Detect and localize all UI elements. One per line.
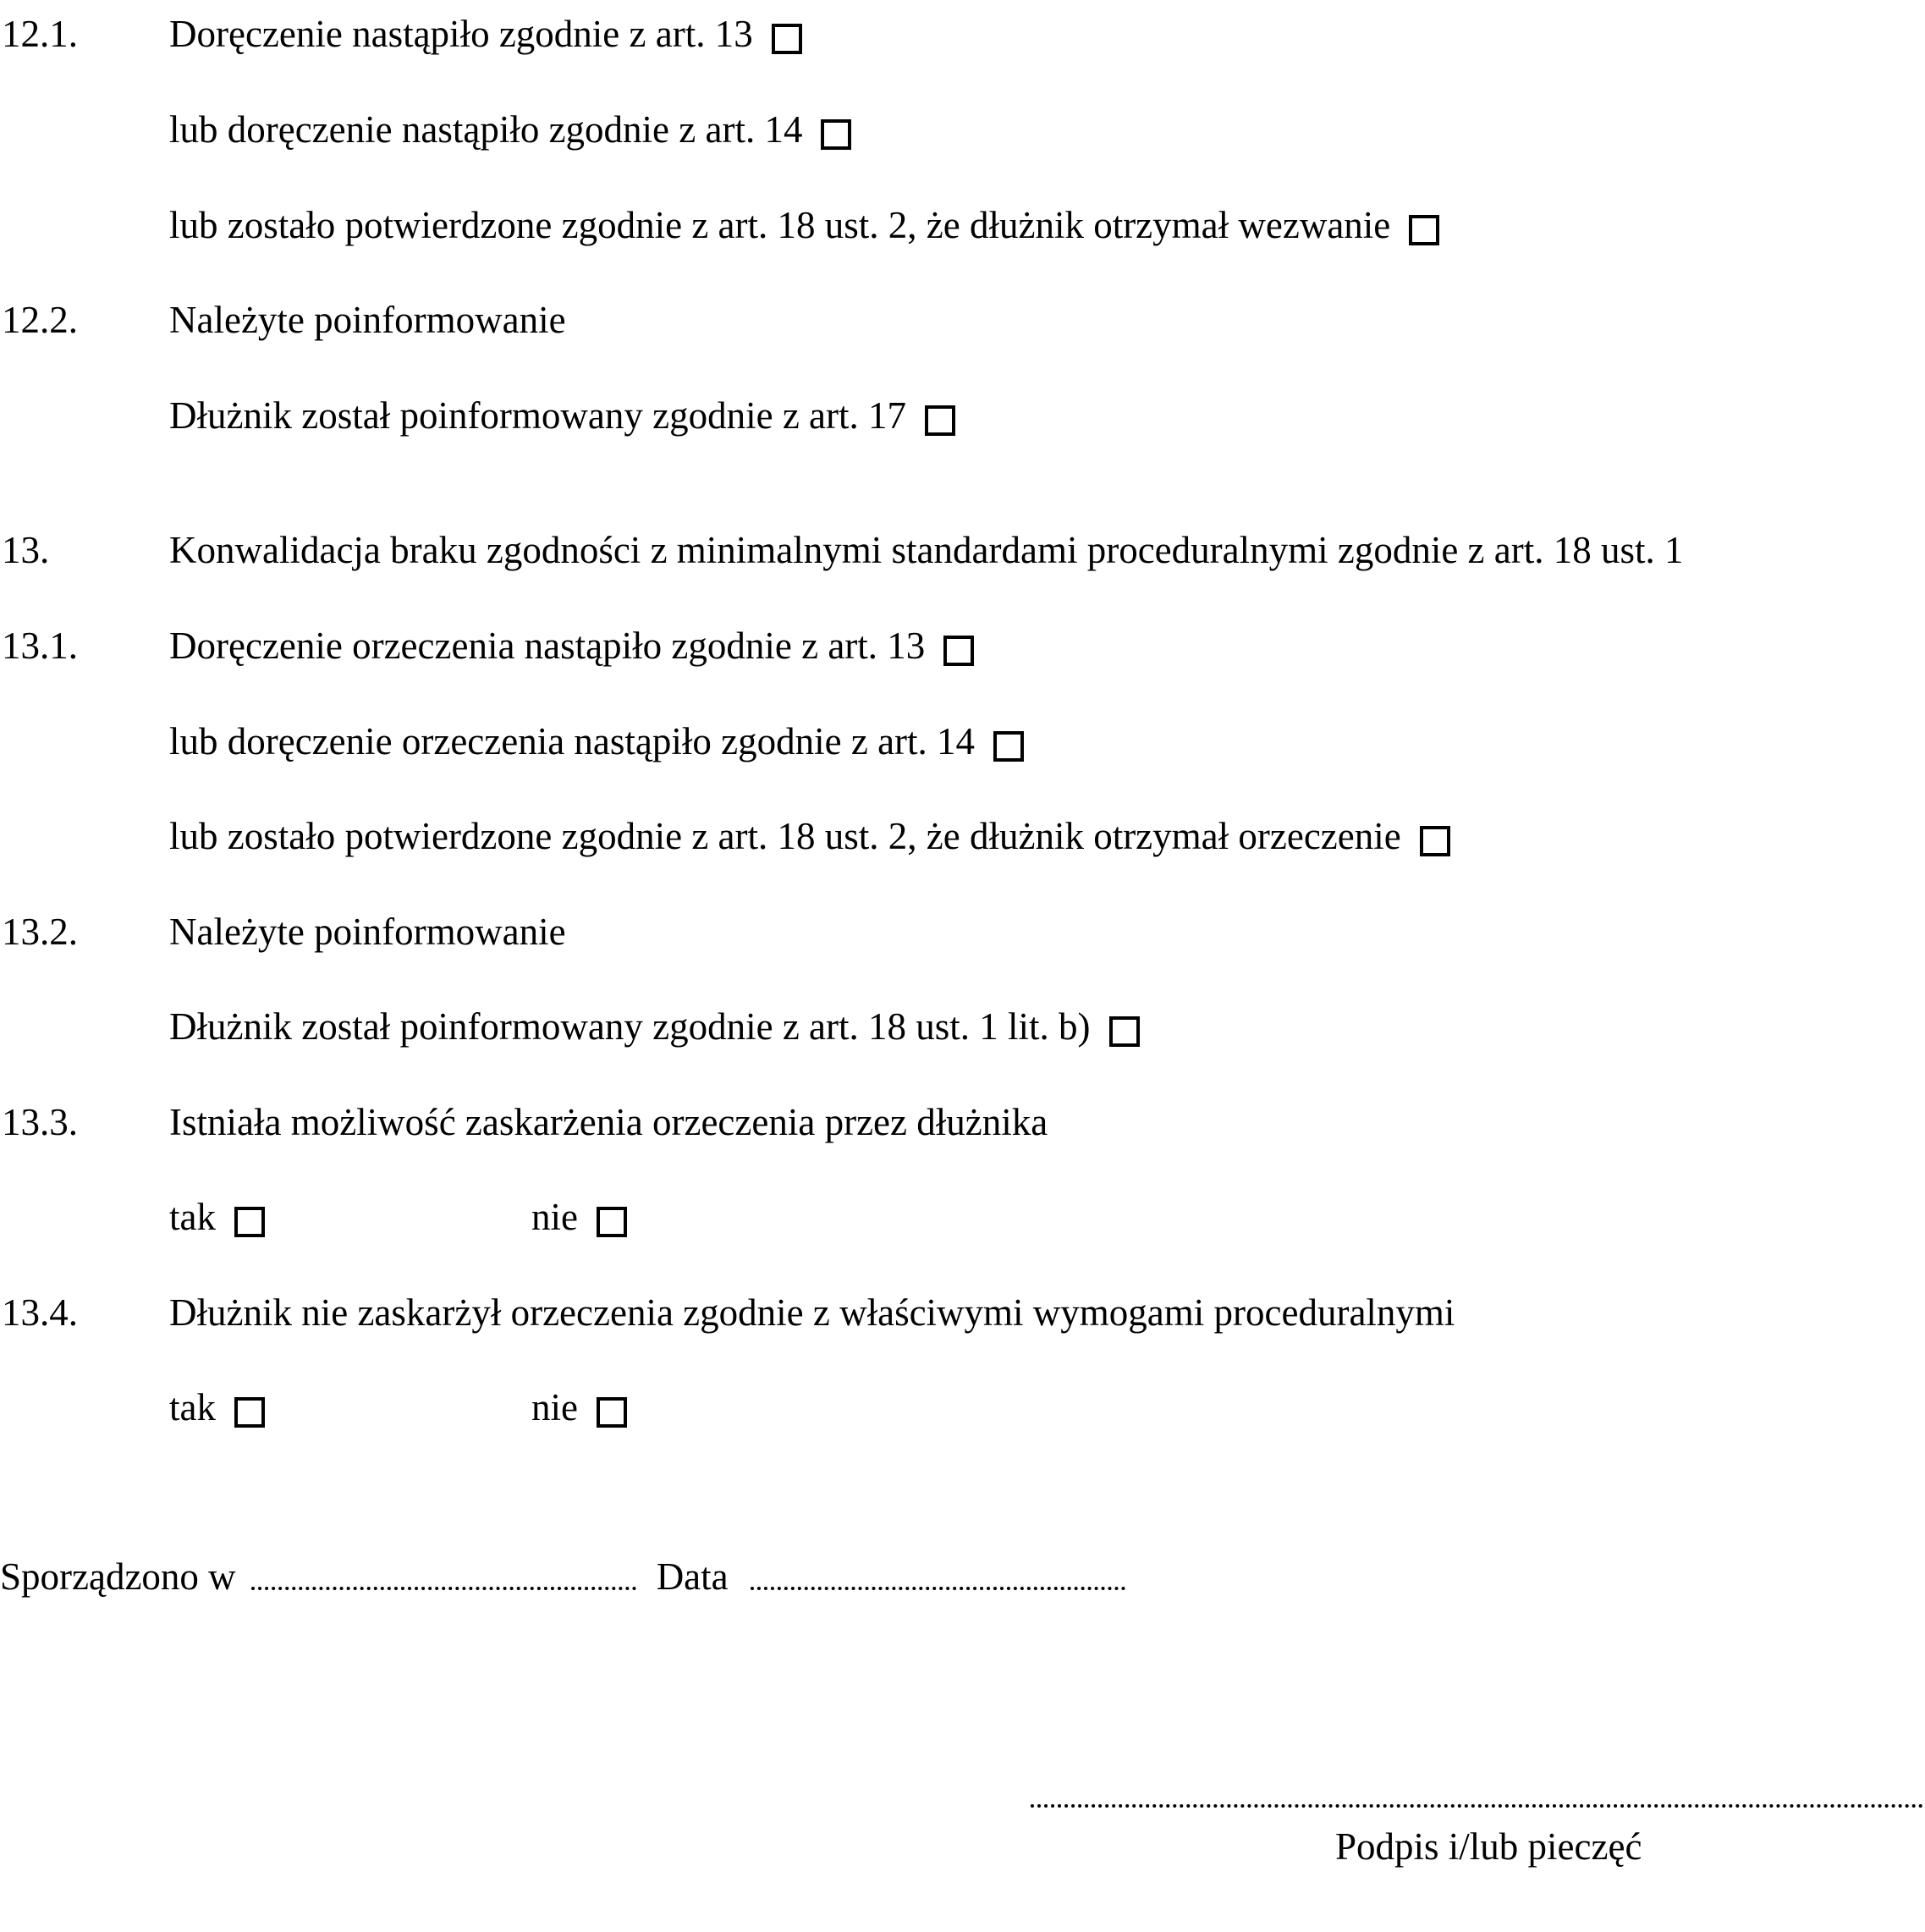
checkbox-no[interactable] — [597, 1207, 627, 1237]
item-12-2 — [0, 294, 1925, 345]
choice-no-label: nie — [531, 1196, 578, 1238]
item-number: 13.2. — [2, 911, 78, 953]
checkbox-yes[interactable] — [234, 1397, 265, 1428]
checkbox[interactable] — [1409, 215, 1439, 245]
item-13-2-a — [0, 1001, 1925, 1052]
checkbox[interactable] — [925, 405, 955, 436]
item-13-3 — [0, 1097, 1925, 1148]
place-date-row — [0, 1551, 1925, 1602]
item-text: Należyte poinformowanie — [169, 299, 566, 341]
checkbox[interactable] — [943, 636, 974, 666]
choice-no — [531, 1192, 627, 1242]
item-text: Należyte poinformowanie — [169, 911, 566, 953]
item-number: 13.1. — [2, 625, 78, 667]
item-text: lub zostało potwierdzone zgodnie z art. 18 ust. 2, że dłużnik otrzymał wezwanie — [169, 204, 1391, 246]
signature-label: Podpis i/lub pieczęć — [1335, 1825, 1642, 1868]
item-text: Doręczenie orzeczenia nastąpiło zgodnie z art. 13 — [169, 625, 926, 667]
item-number: 13.4. — [2, 1291, 78, 1334]
checkbox-no[interactable] — [597, 1397, 627, 1428]
item-number: 13. — [2, 529, 50, 571]
choice-yes-label: tak — [169, 1196, 216, 1238]
item-text: Dłużnik nie zaskarżył orzeczenia zgodnie z właściwymi wymogami proceduralnymi — [169, 1291, 1455, 1334]
checkbox[interactable] — [772, 24, 802, 54]
choice-yes-label: tak — [169, 1386, 216, 1428]
checkbox[interactable] — [1109, 1016, 1140, 1047]
choice-no-label: nie — [531, 1386, 578, 1428]
choice-row-13-3 — [0, 1192, 1925, 1242]
item-12-1-c — [0, 200, 1925, 250]
choice-row-13-4 — [0, 1382, 1925, 1433]
item-text: lub zostało potwierdzone zgodnie z art. 18 ust. 2, że dłużnik otrzymał orzeczenie — [169, 815, 1401, 857]
item-13-1 — [0, 620, 1925, 671]
choice-no — [531, 1382, 627, 1433]
item-12-1-b — [0, 104, 1925, 155]
checkbox[interactable] — [993, 731, 1024, 762]
item-number: 12.2. — [2, 299, 78, 341]
item-13-2 — [0, 906, 1925, 957]
item-12-2-a — [0, 390, 1925, 441]
choice-yes — [169, 1382, 265, 1433]
place-label: Sporządzono w — [0, 1555, 236, 1598]
item-13 — [0, 525, 1925, 575]
item-13-1-b — [0, 716, 1925, 767]
checkbox-yes[interactable] — [234, 1207, 265, 1237]
item-text: Istniała możliwość zaskarżenia orzeczenia przez dłużnika — [169, 1101, 1048, 1143]
item-13-1-c — [0, 811, 1925, 861]
date-field[interactable] — [751, 1587, 1125, 1590]
item-number: 13.3. — [2, 1101, 78, 1143]
item-text: lub doręczenie orzeczenia nastąpiło zgodnie z art. 14 — [169, 720, 976, 762]
item-text: lub doręczenie nastąpiło zgodnie z art. 14 — [169, 108, 803, 151]
item-text: Dłużnik został poinformowany zgodnie z art. 18 ust. 1 lit. b) — [169, 1005, 1091, 1048]
signature-field[interactable] — [1031, 1804, 1923, 1808]
item-12-1 — [0, 8, 1925, 59]
item-text: Dłużnik został poinformowany zgodnie z art. 17 — [169, 394, 907, 437]
checkbox[interactable] — [1420, 826, 1450, 856]
item-text: Doręczenie nastąpiło zgodnie z art. 13 — [169, 13, 753, 55]
place-field[interactable] — [251, 1587, 636, 1590]
checkbox[interactable] — [821, 119, 851, 150]
item-13-4 — [0, 1287, 1925, 1338]
item-text: Konwalidacja braku zgodności z minimalnymi standardami proceduralnymi zgodnie z art. 18 ust. 1 — [169, 529, 1684, 571]
date-label: Data — [656, 1555, 729, 1598]
item-number: 12.1. — [2, 13, 78, 55]
choice-yes — [169, 1192, 265, 1242]
